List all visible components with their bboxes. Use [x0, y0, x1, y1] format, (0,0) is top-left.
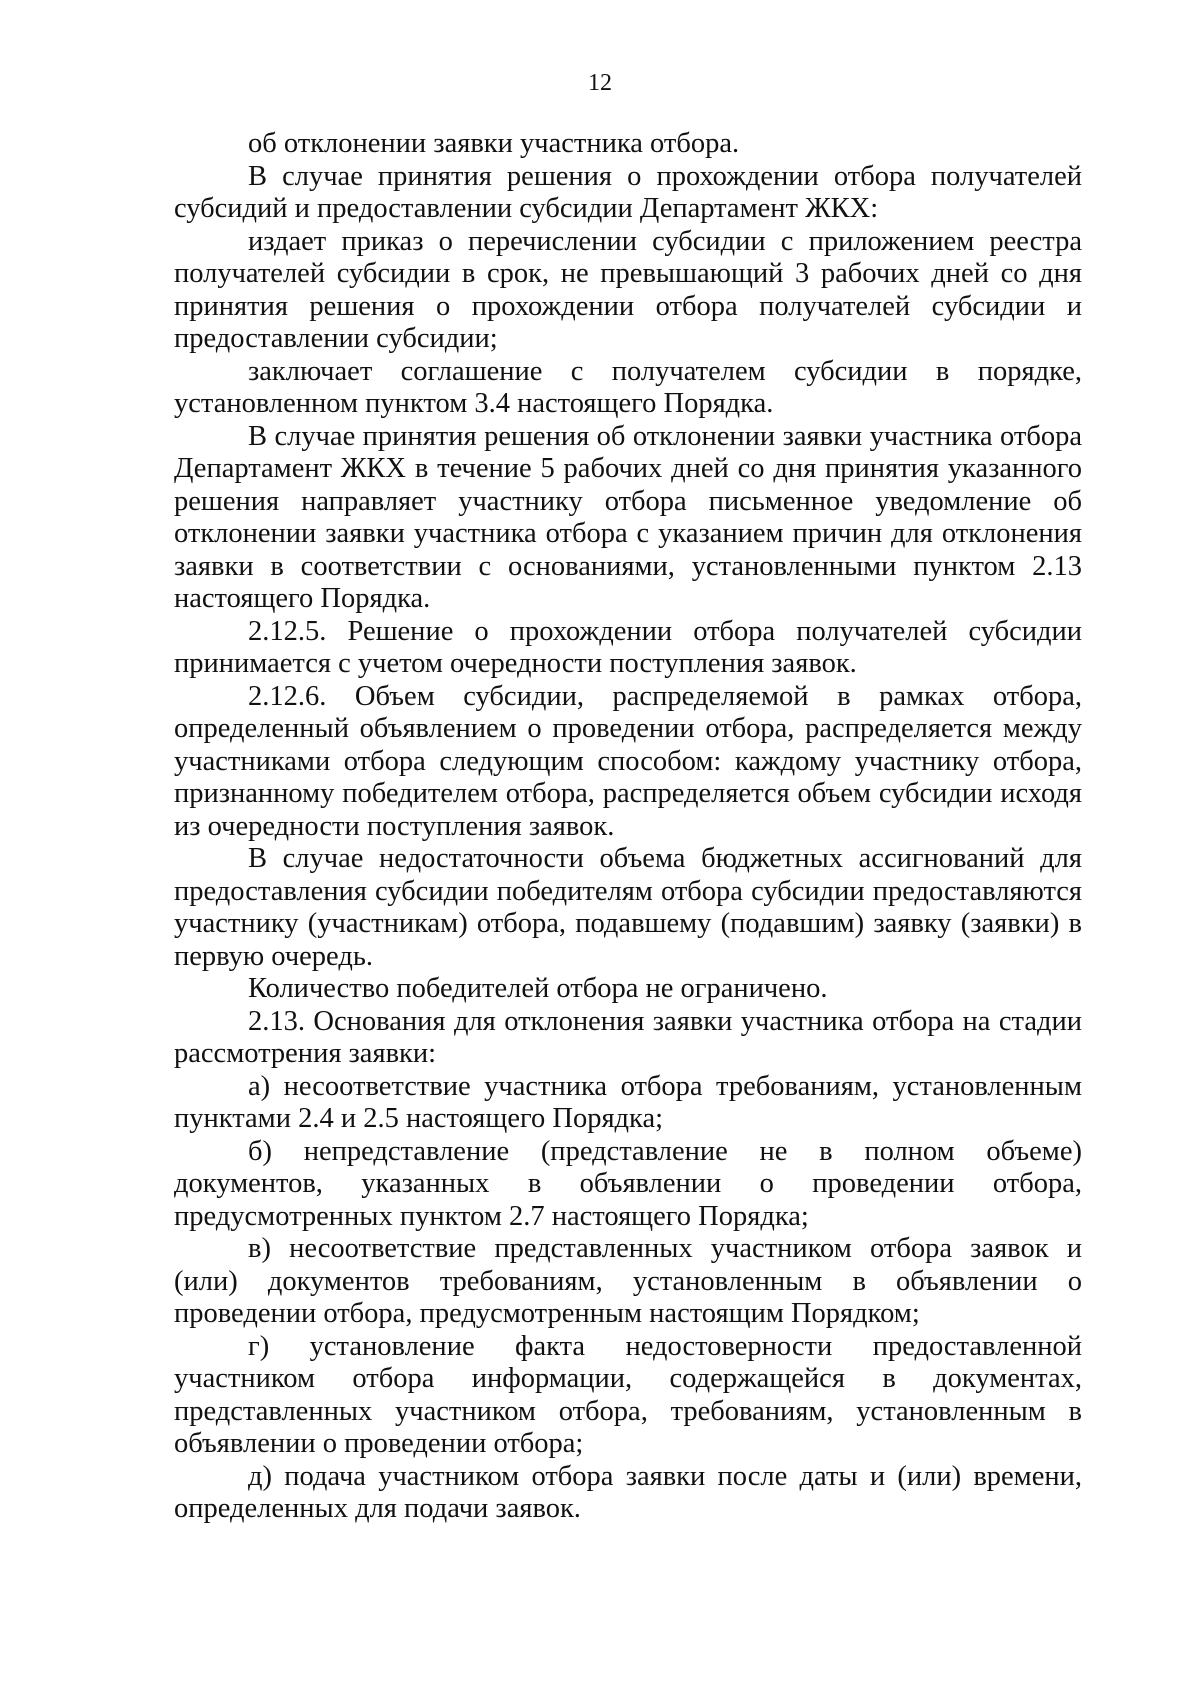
- list-item-v: в) несоответствие представленных участником отбора заявок и (или) документов требованиям, установленным в объявлении о проведении отбора, предусмотренным настоящим Порядком;: [174, 1233, 1082, 1329]
- paragraph-approval-decision: В случае принятия решения о прохождении отбора получателей субсидий и предоставлении субсидии Департамент ЖКХ:: [174, 160, 1082, 224]
- paragraph-insufficient-budget: В случае недостаточности объема бюджетных ассигнований для предоставления субсидии победителям отбора субсидии предоставляются участнику (участникам) отбора, подавшему (подавшим) заявку (заявки) в первую очередь.: [174, 843, 1082, 972]
- page-number: 12: [588, 70, 612, 96]
- paragraph-rejection-notice: В случае принятия решения об отклонении заявки участника отбора Департамент ЖКХ в течение 5 рабочих дней со дня принятия указанного решения направляет участнику отбора письменное уведомление об отклонении заявки участника отбора с указанием причин для отклонения заявки в соответствии с основаниями, установленными пунктом 2.13 настоящего Порядка.: [174, 420, 1082, 614]
- paragraph-agreement: заключает соглашение с получателем субсидии в порядке, установленном пунктом 3.4 настоящего Порядка.: [174, 355, 1082, 419]
- paragraph-2-13: 2.13. Основания для отклонения заявки участника отбора на стадии рассмотрения заявки:: [174, 1005, 1082, 1069]
- list-item-a: а) несоответствие участника отбора требованиям, установленным пунктами 2.4 и 2.5 настоящего Порядка;: [174, 1070, 1082, 1134]
- paragraph-winners-unlimited: Количество победителей отбора не ограничено.: [248, 973, 828, 1004]
- paragraph-order-issue: издает приказ о перечислении субсидии с приложением реестра получателей субсидии в срок, не превышающий 3 рабочих дней со дня принятия решения о прохождении отбора получателей субсидии и предоставлении субсидии;: [174, 225, 1082, 354]
- paragraph-2-12-5: 2.12.5. Решение о прохождении отбора получателей субсидии принимается с учетом очередности поступления заявок.: [174, 615, 1082, 679]
- list-item-d: д) подача участником отбора заявки после даты и (или) времени, определенных для подачи заявок.: [174, 1460, 1082, 1524]
- paragraph-rejection-end: об отклонении заявки участника отбора.: [248, 128, 740, 159]
- list-item-b: б) непредставление (представление не в полном объеме) документов, указанных в объявлении о проведении отбора, предусмотренных пунктом 2.7 настоящего Порядка;: [174, 1135, 1082, 1232]
- document-body: [174, 128, 1082, 1526]
- list-item-g: г) установление факта недостоверности предоставленной участником отбора информации, содержащейся в документах, представленных участником отбора, требованиям, установленным в объявлении о проведении отбора;: [174, 1330, 1082, 1459]
- paragraph-2-12-6: 2.12.6. Объем субсидии, распределяемой в рамках отбора, определенный объявлением о проведении отбора, распределяется между участниками отбора следующим способом: каждому участнику отбора, признанному победителем отбора, распределяется объем субсидии исходя из очередности поступления заявок.: [174, 680, 1082, 842]
